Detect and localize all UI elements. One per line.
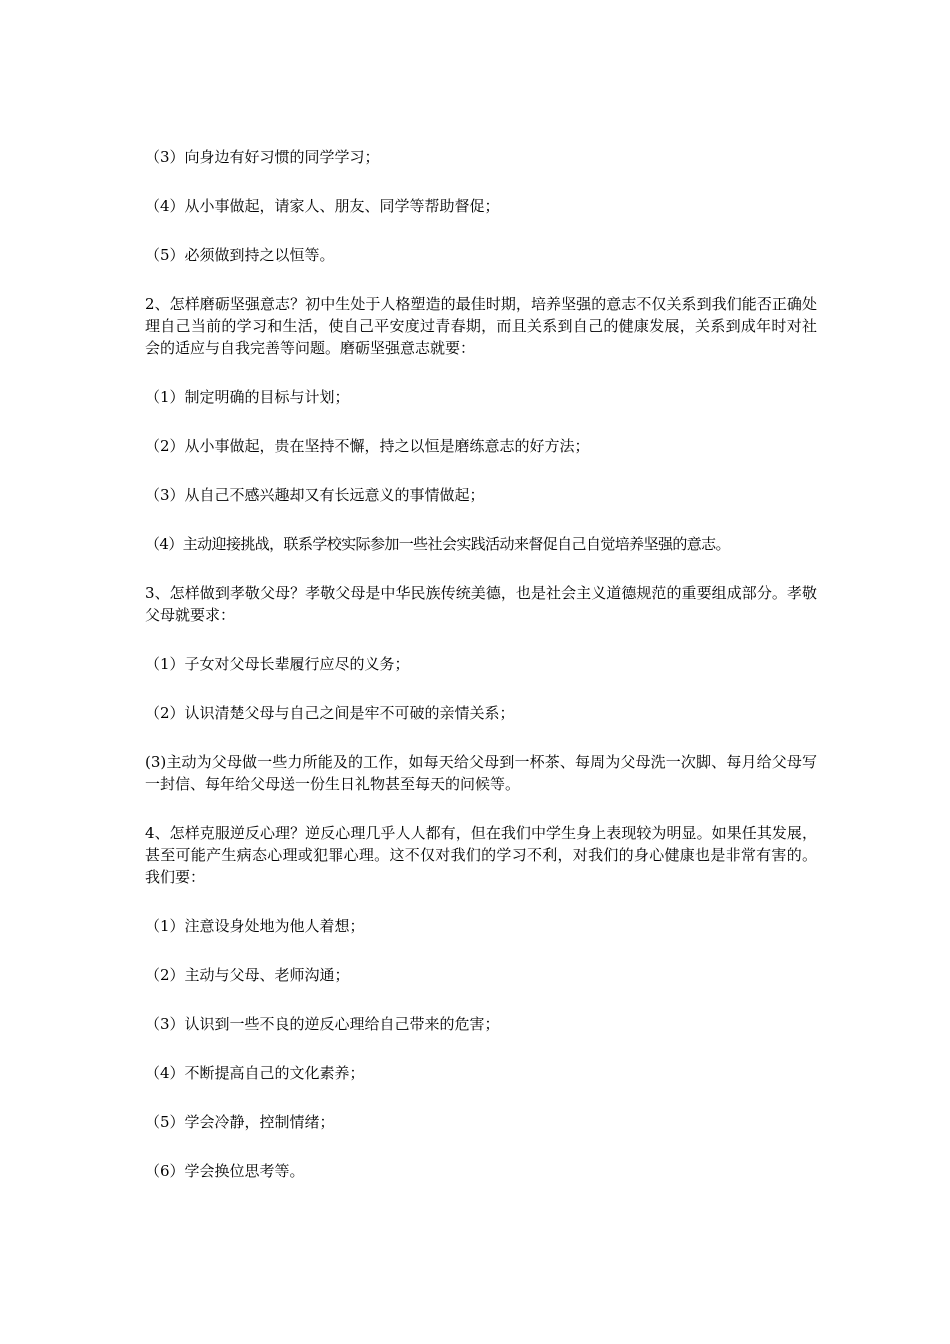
list-item: （2）主动与父母、老师沟通；: [145, 966, 350, 984]
list-item: （3）从自己不感兴趣却又有长远意义的事情做起；: [145, 486, 485, 504]
paragraph-filial-actions: (3)主动为父母做一些力所能及的工作，如每天给父母到一杯茶、每周为父母洗一次脚、每月给父母写一封信、每年给父母送一份生日礼物甚至每天的问候等。: [145, 753, 817, 793]
list-item: （1）注意设身处地为他人着想；: [145, 917, 365, 935]
list-item: （2）认识清楚父母与自己之间是牢不可破的亲情关系；: [145, 704, 515, 722]
list-item: （5）必须做到持之以恒等。: [145, 246, 335, 264]
list-item: （4）主动迎接挑战，联系学校实际参加一些社会实践活动来督促自己自觉培养坚强的意志。: [145, 535, 730, 553]
list-item: （4）不断提高自己的文化素养；: [145, 1064, 365, 1082]
list-item: （5）学会冷静，控制情绪；: [145, 1113, 335, 1131]
document-page: [145, 146, 817, 1182]
list-item: （1）制定明确的目标与计划；: [145, 388, 350, 406]
list-item: （2）从小事做起，贵在坚持不懈，持之以恒是磨练意志的好方法；: [145, 437, 590, 455]
list-item: （3）认识到一些不良的逆反心理给自己带来的危害；: [145, 1015, 500, 1033]
list-item: （4）从小事做起，请家人、朋友、同学等帮助督促；: [145, 197, 500, 215]
list-item: （3）向身边有好习惯的同学学习；: [145, 148, 380, 166]
list-item: （6）学会换位思考等。: [145, 1162, 305, 1180]
paragraph-willpower: 2、怎样磨砺坚强意志？初中生处于人格塑造的最佳时期，培养坚强的意志不仅关系到我们能否正确处理自己当前的学习和生活，使自己平安度过青春期，而且关系到自己的健康发展，关系到成年时对社会的适应与自我完善等问题。磨砺坚强意志就要：: [145, 295, 817, 357]
paragraph-filial-piety: 3、怎样做到孝敬父母？孝敬父母是中华民族传统美德，也是社会主义道德规范的重要组成部分。孝敬父母就要求：: [145, 584, 817, 624]
list-item: （1）子女对父母长辈履行应尽的义务；: [145, 655, 410, 673]
paragraph-rebellious-psychology: 4、怎样克服逆反心理？逆反心理几乎人人都有，但在我们中学生身上表现较为明显。如果任其发展，甚至可能产生病态心理或犯罪心理。这不仅对我们的学习不利，对我们的身心健康也是非常有害的。我们要：: [145, 824, 817, 886]
